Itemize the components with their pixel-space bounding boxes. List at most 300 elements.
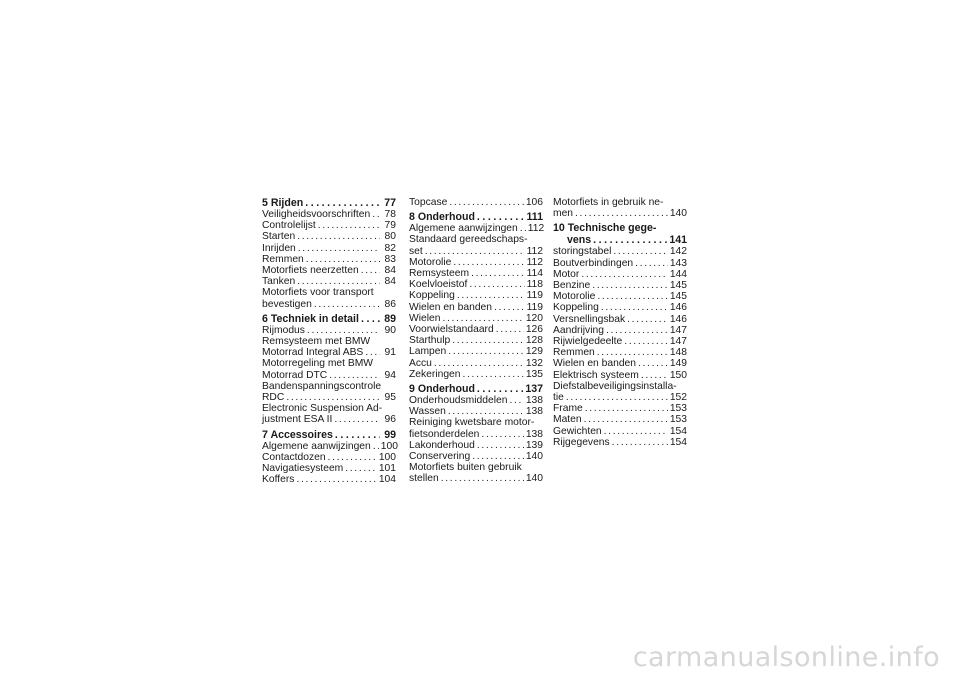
toc-entry-row (553, 347, 687, 358)
toc-entry[interactable] (553, 426, 687, 437)
toc-chapter-heading[interactable] (262, 429, 396, 441)
toc-entry-title: 5 Rijden (262, 197, 304, 209)
dot-leader (365, 347, 380, 358)
toc-entry-row (409, 313, 543, 324)
toc-entry-row (409, 335, 543, 346)
toc-entry[interactable] (553, 403, 687, 414)
toc-entry-title: Accu (409, 357, 432, 369)
toc-entry-title: Motorrad DTC (262, 369, 328, 381)
toc-entry[interactable] (553, 280, 687, 291)
toc-entry-row (409, 223, 543, 234)
toc-entry-title-line: Motorfiets buiten gebruik (409, 462, 522, 474)
dot-leader (297, 231, 380, 242)
dot-leader (585, 403, 668, 414)
dot-leader (329, 370, 380, 381)
toc-entry-title: set (409, 245, 423, 257)
toc-entry[interactable] (553, 246, 687, 257)
toc-entry[interactable] (409, 417, 543, 439)
toc-entry-row (262, 452, 396, 463)
toc-entry-row (409, 246, 543, 257)
toc-entry[interactable] (262, 209, 396, 220)
toc-page-number: 112 (526, 256, 543, 268)
toc-entry-title: Koppeling (409, 290, 455, 302)
toc-entry[interactable] (409, 313, 543, 324)
toc-entry[interactable] (409, 406, 543, 417)
dot-leader (441, 473, 524, 484)
toc-page-number: 139 (525, 439, 543, 451)
toc-entry[interactable] (409, 369, 543, 380)
toc-entry-row (409, 369, 543, 380)
toc-entry-row (262, 231, 396, 242)
toc-page-number: 147 (669, 336, 687, 348)
toc-entry-row (553, 269, 687, 280)
toc-entry[interactable] (409, 358, 543, 369)
toc-page-number: 138 (525, 406, 543, 418)
toc-entry-title: justment ESA II (262, 414, 333, 426)
toc-entry-title: 9 Onderhoud (409, 383, 475, 396)
toc-entry-row (409, 451, 543, 462)
toc-page-number: 112 (526, 245, 543, 257)
toc-entry[interactable] (409, 268, 543, 279)
toc-entry-title: 8 Onderhoud (409, 211, 475, 224)
toc-entry-title-line: Reiniging kwetsbare motor- (409, 417, 535, 429)
toc-page-number: 86 (384, 298, 396, 310)
dot-leader (305, 197, 380, 209)
toc-entry-row (262, 243, 396, 254)
toc-page-number: 153 (669, 403, 687, 415)
toc-entry[interactable] (409, 395, 543, 406)
toc-entry[interactable] (553, 437, 687, 448)
dot-leader (448, 346, 524, 357)
toc-entry[interactable] (409, 223, 543, 234)
toc-page-number: 137 (525, 383, 543, 396)
toc-entry-row (409, 324, 543, 335)
toc-page-number: 152 (669, 392, 687, 404)
toc-entry-title: Rijwielgedeelte (553, 336, 623, 348)
toc-page-number: 106 (525, 197, 543, 208)
dot-leader (496, 324, 524, 335)
toc-entry-row (262, 392, 396, 403)
toc-entry-row (262, 299, 396, 310)
toc-column-1 (262, 197, 396, 485)
toc-entry-title-line: Bandenspanningscontrole (262, 380, 382, 392)
toc-entry[interactable] (409, 324, 543, 335)
toc-page-number: 135 (525, 368, 543, 380)
dot-leader (452, 335, 524, 346)
dot-leader (581, 269, 667, 280)
toc-entry-row (409, 358, 543, 369)
toc-entry[interactable] (262, 287, 396, 309)
toc-page-number: 111 (526, 211, 543, 224)
toc-entry-title: Onderhoudsmiddelen (409, 395, 508, 407)
toc-entry[interactable] (262, 403, 396, 425)
dot-leader (314, 299, 380, 310)
toc-entry-title: Aandrijving (553, 324, 604, 336)
toc-page-number: 82 (384, 242, 396, 254)
toc-entry-row (262, 463, 396, 474)
toc-page-number: 145 (669, 291, 687, 303)
toc-page-number: 84 (384, 276, 396, 288)
toc-column-2 (409, 197, 543, 485)
dot-leader (612, 437, 668, 448)
toc-entry[interactable] (553, 347, 687, 358)
toc-entry[interactable] (262, 452, 396, 463)
toc-entry-row (409, 383, 543, 395)
toc-entry-row (262, 370, 396, 381)
toc-chapter-heading[interactable] (553, 222, 687, 246)
toc-entry[interactable] (262, 231, 396, 242)
toc-entry-title-line: 10 Technische gege- (553, 222, 657, 235)
toc-entry-title: Koelvloeistof (409, 279, 468, 291)
toc-entry-row (409, 440, 543, 451)
dot-leader (481, 429, 523, 440)
toc-entry[interactable] (262, 441, 396, 452)
toc-page-number: 153 (669, 414, 687, 426)
dot-leader (297, 276, 380, 287)
dot-leader (627, 314, 668, 325)
dot-leader (477, 383, 523, 395)
toc-entry-title: Wielen en banden (553, 358, 637, 370)
toc-entry-title-line: Electronic Suspension Ad- (262, 403, 383, 415)
toc-page-number: 141 (669, 234, 687, 247)
toc-entry-row (409, 257, 543, 268)
toc-page-number: 149 (669, 358, 687, 370)
toc-entry-title: Versnellingsbak (553, 313, 626, 325)
toc-page-number: 101 (378, 463, 396, 475)
toc-entry-title: bevestigen (262, 298, 312, 310)
toc-entry-title-line: Diefstalbeveiligingsinstalla- (553, 380, 677, 392)
dot-leader (318, 220, 380, 231)
dot-leader (361, 313, 380, 325)
toc-entry-title: Veiligheidsvoorschriften (262, 209, 371, 220)
toc-page-number: 154 (669, 436, 687, 448)
toc-page-number: 78 (384, 209, 396, 220)
toc-page-number: 145 (669, 280, 687, 292)
dot-leader (575, 208, 668, 219)
dot-leader (296, 474, 376, 485)
toc-entry-title: Voorwielstandaard (409, 324, 494, 336)
toc-page-number: 91 (384, 347, 396, 359)
toc-entry[interactable] (409, 257, 543, 268)
toc-entry-title: Zekeringen (409, 368, 461, 380)
toc-page-number: 140 (525, 451, 543, 463)
toc-entry-title: Contactdozen (262, 451, 326, 463)
toc-entry-row (262, 209, 396, 220)
toc-page-number: 150 (669, 369, 687, 381)
toc-entry-title-line: Motorfiets voor transport (262, 287, 374, 299)
toc-entry-row (409, 473, 543, 484)
toc-page-number: 142 (669, 246, 687, 258)
toc-entry[interactable] (553, 291, 687, 302)
toc-entry-title: Koffers (262, 474, 295, 486)
toc-entry[interactable] (262, 265, 396, 276)
toc-page-number: 77 (384, 197, 396, 209)
toc-entry-title: Wielen (409, 312, 441, 324)
toc-entry-title: Algemene aanwijzingen (262, 440, 371, 452)
toc-entry[interactable] (262, 243, 396, 254)
dot-leader (361, 265, 380, 276)
dot-leader (425, 246, 525, 257)
dot-leader (463, 369, 524, 380)
toc-page-number: 94 (384, 369, 396, 381)
toc-entry-title: Starthulp (409, 335, 451, 347)
toc-entry-row (409, 429, 543, 440)
toc-entry-title-line: Motorregeling met BMW (262, 358, 374, 370)
toc-entry[interactable] (262, 254, 396, 265)
watermark: carmanualsonline.info (632, 642, 940, 673)
toc-entry[interactable] (409, 346, 543, 357)
dot-leader (472, 451, 524, 462)
toc-page-number: 90 (384, 324, 396, 336)
toc-entry-title: Gewichten (553, 425, 602, 437)
toc-entry-title: Starten (262, 231, 296, 243)
toc-page-number: 126 (525, 324, 543, 336)
toc-entry-title-line: Motorfiets in gebruik ne- (553, 197, 664, 208)
toc-entry-title: vens (567, 234, 592, 247)
toc-page-number: 128 (525, 335, 543, 347)
toc-entry-title: Elektrisch systeem (553, 369, 639, 381)
toc-entry[interactable] (262, 474, 396, 485)
toc-entry[interactable] (553, 314, 687, 325)
toc-entry-row (553, 403, 687, 414)
toc-entry-row (262, 265, 396, 276)
toc-entry[interactable] (553, 302, 687, 313)
dot-leader (641, 370, 668, 381)
toc-entry-row (409, 197, 543, 208)
toc-chapter-heading[interactable] (262, 313, 396, 325)
toc-page-number: 144 (669, 268, 687, 280)
toc-entry-row (553, 246, 687, 257)
toc-entry-row (553, 358, 687, 369)
toc-page-number: 100 (378, 451, 396, 463)
toc-entry[interactable] (409, 234, 543, 256)
dot-leader (442, 313, 523, 324)
toc-entry-row (262, 325, 396, 336)
dot-leader (604, 426, 668, 437)
toc-entry[interactable] (553, 269, 687, 280)
toc-entry-title: Controlelijst (262, 220, 316, 232)
toc-entry-row (262, 429, 396, 441)
toc-entry[interactable] (262, 336, 396, 358)
toc-entry-title: Maten (553, 414, 582, 426)
dot-leader (477, 440, 524, 451)
dot-leader (509, 395, 523, 406)
dot-leader (606, 325, 668, 336)
toc-page-number: 112 (527, 223, 545, 235)
toc-entry-row (409, 211, 543, 223)
toc-page-number: 80 (384, 231, 396, 243)
toc-entry[interactable] (409, 290, 543, 301)
toc-entry-row (262, 220, 396, 231)
toc-page-number: 84 (384, 265, 396, 277)
toc-entry[interactable] (553, 370, 687, 381)
toc-entry[interactable] (262, 220, 396, 231)
toc-chapter-heading[interactable] (262, 197, 396, 209)
toc-entry[interactable] (409, 302, 543, 313)
toc-page-number: 96 (384, 414, 396, 426)
toc-entry-title: Motorrad Integral ABS (262, 347, 364, 359)
toc-entry-row (553, 426, 687, 437)
toc-entry-row (409, 302, 543, 313)
dot-leader (520, 223, 526, 234)
dot-leader (494, 302, 525, 313)
toc-page-number: 83 (384, 253, 396, 265)
toc-entry-row (262, 414, 396, 425)
toc-entry-row (409, 395, 543, 406)
toc-entry-row (553, 208, 687, 219)
toc-entry-title: Motorolie (553, 291, 596, 303)
toc-entry-row (553, 437, 687, 448)
toc-entry-row (553, 392, 687, 403)
toc-entry-title: men (553, 208, 574, 220)
toc-page-number: 146 (669, 313, 687, 325)
toc-entry-row (262, 441, 396, 452)
toc-entry-title-line: Remsysteem met BMW (262, 336, 371, 348)
toc-entry-title: Rijgegevens (553, 436, 610, 448)
toc-page-number: 148 (669, 347, 687, 359)
toc-entry-row (262, 197, 396, 209)
dot-leader (477, 211, 525, 223)
toc-chapter-heading[interactable] (409, 211, 543, 223)
toc-entry-row (262, 313, 396, 325)
dot-leader (448, 406, 524, 417)
dot-leader (624, 336, 668, 347)
dot-leader (584, 414, 668, 425)
toc-entry[interactable] (262, 325, 396, 336)
toc-entry[interactable] (409, 279, 543, 290)
toc-entry-title: Navigatiesysteem (262, 463, 344, 475)
dot-leader (307, 325, 380, 336)
dot-leader (471, 268, 525, 279)
toc-entry-row (553, 336, 687, 347)
toc-entry[interactable] (553, 325, 687, 336)
toc-page-number: 114 (526, 268, 543, 280)
toc-entry[interactable] (409, 440, 543, 451)
toc-page-number: 140 (669, 208, 687, 220)
toc-entry-title: Remmen (262, 253, 304, 265)
toc-entry-row (553, 291, 687, 302)
toc-entry[interactable] (553, 336, 687, 347)
toc-entry[interactable] (409, 462, 543, 484)
toc-entry-title: fietsonderdelen (409, 428, 480, 440)
toc-entry-title: stellen (409, 473, 439, 485)
toc-page-number: 129 (525, 346, 543, 358)
toc-entry-title: Boutverbindingen (553, 257, 634, 269)
toc-entry-title: Algemene aanwijzingen (409, 223, 518, 235)
toc-column-3 (553, 197, 687, 448)
dot-leader (457, 290, 525, 301)
toc-page-number: 140 (525, 473, 543, 485)
toc-page-number: 104 (378, 474, 396, 486)
toc-entry-row (553, 414, 687, 425)
dot-leader (335, 429, 380, 441)
toc-entry-title: Remsysteem (409, 268, 470, 280)
toc-entry-title: RDC (262, 392, 285, 404)
toc-page-number: 138 (525, 428, 543, 440)
toc-page-number: 118 (526, 279, 543, 291)
toc-entry[interactable] (553, 358, 687, 369)
toc-page-number: 143 (669, 257, 687, 269)
dot-leader (453, 257, 524, 268)
dot-leader (298, 243, 380, 254)
dot-leader (592, 280, 668, 291)
toc-entry[interactable] (409, 451, 543, 462)
toc-page-number: 119 (526, 290, 543, 302)
toc-entry-title: Motor (553, 268, 580, 280)
dot-leader (449, 197, 523, 208)
toc-entry-row (409, 346, 543, 357)
toc-entry-title-line: Standaard gereedschaps- (409, 234, 528, 246)
toc-entry-row (409, 406, 543, 417)
toc-page-number: 138 (525, 395, 543, 407)
toc-entry[interactable] (409, 335, 543, 346)
toc-entry-title: Wassen (409, 406, 446, 418)
toc-entry-title: 6 Techniek in detail (262, 312, 359, 325)
toc-page-number: 95 (384, 392, 396, 404)
toc-entry-title: Inrijden (262, 242, 296, 254)
toc-entry-row (553, 280, 687, 291)
toc-page-number: 147 (669, 324, 687, 336)
toc-entry-title: storingstabel (553, 246, 612, 258)
dot-leader (613, 246, 667, 257)
toc-page-number: 154 (669, 425, 687, 437)
dot-leader (593, 234, 667, 246)
toc-page-number: 79 (384, 220, 396, 232)
toc-entry[interactable] (262, 358, 396, 380)
toc-entry-row (262, 276, 396, 287)
toc-entry-title: Tanken (262, 276, 296, 288)
toc-page-number: 119 (526, 301, 543, 313)
toc-entry-title: tie (553, 392, 564, 404)
toc-entry-title: Lakonderhoud (409, 439, 475, 451)
toc-entry-row (553, 314, 687, 325)
toc-entry[interactable] (262, 463, 396, 474)
toc-entry[interactable] (553, 258, 687, 269)
toc-entry[interactable] (553, 197, 687, 219)
toc-entry[interactable] (553, 381, 687, 403)
toc-entry-title: Frame (553, 403, 583, 415)
toc-entry-row (262, 347, 396, 358)
toc-entry-row (409, 290, 543, 301)
toc-entry-row (409, 279, 543, 290)
dot-leader (635, 258, 668, 269)
toc-entry[interactable] (262, 276, 396, 287)
dot-leader (638, 358, 668, 369)
toc-entry-title: Motorolie (409, 256, 452, 268)
toc-entry-title: Rijmodus (262, 324, 305, 336)
toc-entry-title: Topcase (409, 197, 448, 208)
toc-page-number: 100 (380, 440, 398, 452)
toc-entry-title: Conservering (409, 451, 471, 463)
toc-chapter-heading[interactable] (409, 383, 543, 395)
dot-leader (597, 291, 667, 302)
toc-entry-row (262, 474, 396, 485)
dot-leader (373, 441, 379, 452)
toc-entry-title: Benzine (553, 280, 591, 292)
toc-entry[interactable] (262, 381, 396, 403)
toc-entry[interactable] (409, 197, 543, 208)
dot-leader (345, 463, 377, 474)
toc-page-number: 120 (525, 312, 543, 324)
toc-entry[interactable] (553, 414, 687, 425)
dot-leader (566, 392, 668, 403)
toc-entry-title: 7 Accessoires (262, 428, 333, 441)
dot-leader (328, 452, 377, 463)
toc-entry-title: Koppeling (553, 302, 599, 314)
dot-leader (434, 358, 524, 369)
toc-entry-title: Remmen (553, 347, 595, 359)
toc-page-number: 132 (525, 357, 543, 369)
